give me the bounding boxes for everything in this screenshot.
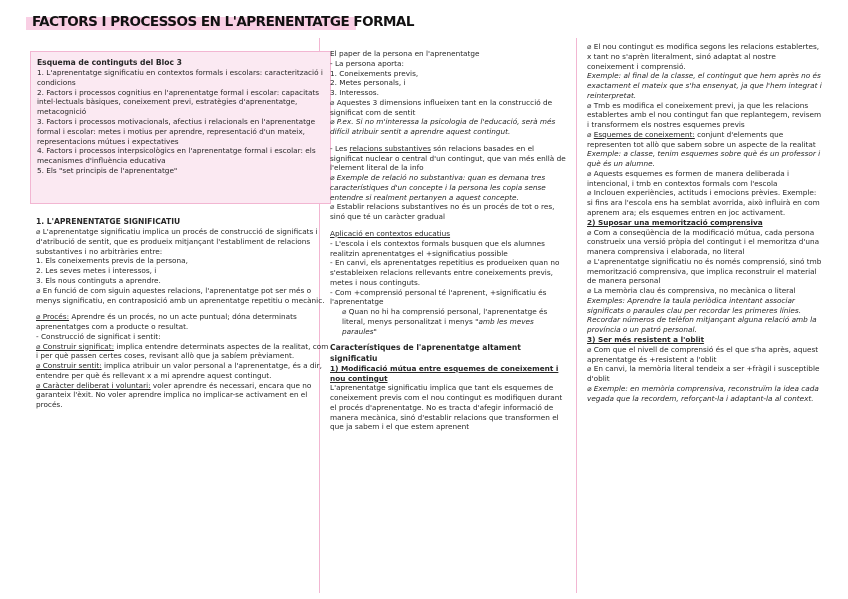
example: ⌀ P.ex. Si no m'interessa la psicologia de l'educació, serà més difícil atribuir sentit a aprendre aquest contingut. — [330, 117, 556, 137]
paragraph: ⌀ La memòria clau és comprensiva, no mecànica o literal — [587, 286, 796, 296]
list-item: 2. Les seves metes i interessos, i — [36, 266, 157, 276]
paragraph — [36, 361, 332, 381]
caracter-text: voler aprendre és necessari, encara que no garanteix l'èxit. No voler aprendre implica no implicar-se activament en el procés. — [36, 380, 312, 410]
list-item: 1. Els coneixements previs de la persona, — [36, 256, 188, 266]
caracter-label: ⌀ Caràcter deliberat i voluntari: — [36, 380, 151, 390]
paragraph: ⌀ Quan no hi ha comprensió personal, l'aprenentatge és literal, menys personalitzat i menys "amb les meves paraules" — [342, 307, 548, 336]
sentit-label: ⌀ Construir sentit: — [36, 361, 102, 371]
summary-item: 3. Factors i processos motivacionals, afectius i relacionals en l'aprenentatge formal i escolar: metes i motius per aprendre, representació d'un mateix, representacions mútues i expectatives — [37, 117, 316, 146]
summary-item: 5. Els "set principis de l'aprenentatge" — [37, 165, 178, 175]
paragraph: L'aprenentatge significatiu implica que tant els esquemes de coneixement previs com el nou contingut es modifiquen durant el procés d'aprenentatge. No es tracta d'afegir informació de manera mecànica, sinó d'establir relacions que transformen el que ja sabem i el que estem aprenent — [330, 383, 563, 432]
column-2 — [330, 49, 568, 432]
paragraph — [36, 312, 332, 332]
list-item: 3. Els nous continguts a aprendre. — [36, 276, 161, 285]
paragraph: ⌀ Com a conseqüència de la modificació mútua, cada persona construeix una versió pròpia del contingut i el memoritza d'una manera comprensiva i elaborada, no literal — [587, 227, 820, 257]
summary-heading: Esquema de continguts del Bloc 3 — [37, 58, 182, 67]
paragraph: ⌀ L'aprenentatge significatiu no és només comprensió, sinó tmb memorització comprensiva, que implica reconstruir el material de manera personal — [587, 256, 822, 286]
paragraph: - L'escola i els contextos formals busquen que els alumnes realitzin aprenentatges el +significatius possible — [330, 238, 545, 258]
esquemes-term: Esquemes de coneixement: — [593, 129, 695, 139]
summary-item: 1. L'aprenentatge significatiu en contextos formals i escolars: caracterització i condicions — [37, 68, 323, 87]
subheading: Aplicació en contextos educatius — [330, 229, 451, 239]
paragraph: ⌀ Aquests esquemes es formen de manera deliberada i intencional, i tmb en contextos formals com l'escola — [587, 168, 790, 188]
paragraph — [36, 342, 332, 362]
paragraph: ⌀ Inclouen experiències, actituds i emocions prèvies. Exemple: si fins ara l'escola ens ha semblat avorrida, això influirà en com aprenem ara; els esquemes entren en joc activament. — [587, 188, 820, 218]
paragraph: ⌀ El nou contingut es modifica segons les relacions establertes, x tant no s'aprèn literalment, sinó adaptat al nostre coneixement i comprensió. — [587, 42, 820, 71]
summary-item: 4. Factors i processos interpsicològics en l'aprenentatge formal i escolar: els mecanismes d'influència educativa — [37, 146, 316, 166]
example: Exemples: Aprendre la taula periòdica intentant associar significats o paraules clau per recordar les primeres línies. Recordar números de telèfon mitjançant alguna relació amb la província o un patró personal. — [587, 295, 817, 335]
column-divider-2 — [576, 38, 577, 593]
subheading: Característiques de l'aprenentatge altament significatiu — [330, 343, 521, 363]
paragraph: - Com +comprensió personal té l'aprenent, +significatiu és l'aprenentatge — [330, 287, 547, 307]
example: Exemple: al final de la classe, el contingut que hem après no és exactament el mateix que s'ha ensenyat, ja que l'hem integrat i reinterpretat. — [587, 71, 822, 100]
summary-box — [30, 51, 331, 204]
column-1 — [36, 217, 332, 410]
subheading: 1) Modificació mútua entre esquemes de coneixement i nou contingut — [330, 363, 559, 383]
paragraph: El paper de la persona en l'aprenentatge — [330, 49, 480, 58]
paragraph: - Les relacions substantives són relacions basades en el significat nuclear o central d'un contingut, que van més enllà de l'element literal de la info — [330, 143, 566, 173]
list-item: 1. Coneixements previs, — [330, 68, 419, 78]
list-item: 2. Metes personals, i — [330, 78, 406, 88]
paragraph: - Construcció de significat i sentit: — [36, 331, 161, 341]
page-title: FACTORS I PROCESSOS EN L'APRENENTATGE FORMAL — [32, 14, 414, 30]
column-3 — [587, 42, 823, 403]
paragraph: ⌀ En funció de com siguin aquestes relacions, l'aprenentatge pot ser més o menys significatiu, en contraposició amb un aprenentatge repetitiu o mecànic. — [36, 285, 325, 305]
paragraph: ⌀ Com que el nivell de comprensió és el que s'ha après, aquest aprenentatge és +resistent a l'oblit — [587, 344, 819, 364]
paragraph: - La persona aporta: — [330, 58, 404, 68]
section-heading: 1. L'APRENENTATGE SIGNIFICATIU — [36, 217, 181, 226]
paragraph: ⌀ L'aprenentatge significatiu implica un procés de construcció de significats i d'atribució de sentit, que es produeix mitjançant l'establiment de relacions substantives i no arbitràries entre: — [36, 227, 318, 256]
significat-text: implica entendre determinats aspectes de la realitat, com i per què passen certes coses, revisant allò que ja sabíem prèviament. — [36, 341, 329, 361]
paragraph: ⌀ En canvi, la memòria literal tendeix a ser +fràgil i susceptible d'oblit — [587, 364, 820, 384]
example: ⌀ Exemple de relació no substantiva: quan es demana tres característiques d'un concepte i la persona les copia sense entendre si realment pertanyen a aquest concepte. — [330, 173, 546, 202]
proces-text: Aprendre és un procés, no un acte puntual; dóna determinats aprenentatges com a producte o resultat. — [36, 312, 297, 332]
example: Exemple: a classe, tenim esquemes sobre què és un professor i què és un alumne. — [587, 149, 821, 169]
subheading: 3) Ser més resistent a l'oblit — [587, 334, 705, 344]
relacions-term: relacions substantives — [349, 143, 431, 153]
paragraph — [36, 381, 332, 410]
example: ⌀ Exemple: en memòria comprensiva, reconstruïm la idea cada vegada que la recordem, reforçant-la i adaptant-la al context. — [587, 383, 819, 403]
paragraph: ⌀ Tmb es modifica el coneixement previ, ja que les relacions establertes amb el nou contingut fan que replantegem, revisem i transformem els nostres esquemes previs — [587, 100, 822, 130]
sentit-text: implica atribuir un valor personal a l'aprenentatge, és a dir, entendre per què és rellevant x a mi aprendre aquest contingut. — [36, 361, 322, 380]
summary-item: 2. Factors i processos cognitius en l'aprenentatge formal i escolar: capacitats intel·lectuals bàsiques, coneixement previ, estratègies d'aprenentatge, metacognició — [37, 87, 320, 117]
significat-label: ⌀ Construir significat: — [36, 341, 115, 351]
list-item: 3. Interessos. — [330, 88, 379, 98]
subheading: 2) Suposar una memorització comprensiva — [587, 217, 763, 227]
paragraph: - En canvi, els aprenentatges repetitius es produeixen quan no s'estableixen relacions rellevants entre coneixements previs, metes i nous continguts. — [330, 258, 560, 287]
paragraph: ⌀ Aquestes 3 dimensions influeixen tant en la construcció de significat com de sentit — [330, 97, 553, 117]
paragraph: ⌀ Establir relacions substantives no és un procés de tot o res, sinó que té un caràcter gradual — [330, 202, 555, 222]
proces-label: ⌀ Procés: — [36, 312, 70, 322]
paragraph: ⌀ Esquemes de coneixement: conjunt d'elements que representen tot allò que sabem sobre un aspecte de la realitat — [587, 129, 816, 149]
